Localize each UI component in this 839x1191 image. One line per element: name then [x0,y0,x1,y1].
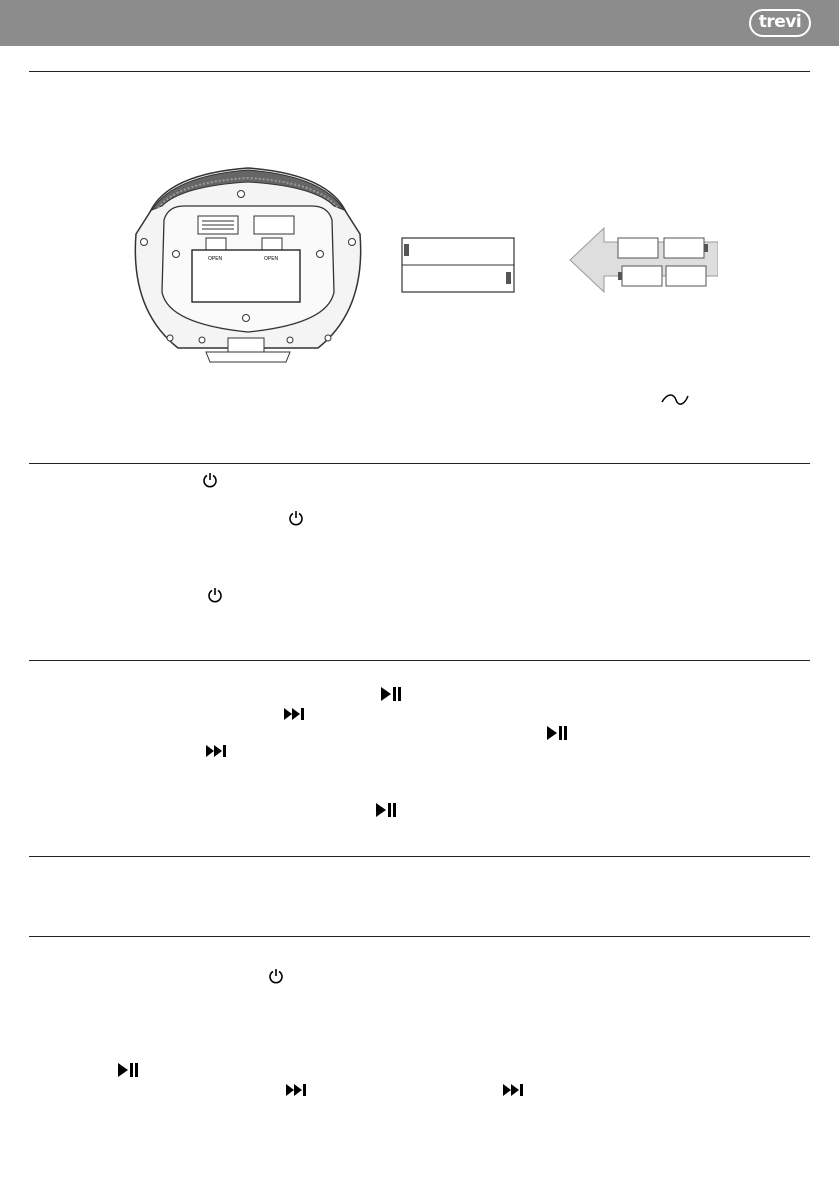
section-divider [29,660,810,661]
section-divider [29,856,810,857]
section-divider [29,936,810,937]
power-icon [288,510,304,526]
battery-insertion-arrow-illustration [568,224,718,294]
skip-next-icon [205,744,227,758]
play-pause-icon [117,1062,139,1078]
brand-logo: trevi [749,9,811,37]
power-icon [207,587,223,603]
play-pause-icon [375,802,397,818]
ac-tilde-icon [660,392,690,408]
skip-next-icon [285,1083,307,1097]
skip-next-icon [502,1083,524,1097]
power-icon [202,472,218,488]
open-label-left: OPEN [208,256,223,262]
open-label-right: OPEN [264,256,279,262]
device-back-panel-illustration [128,160,368,370]
section-divider [29,71,810,72]
header-bar [0,0,839,46]
battery-cover-illustration [400,236,516,296]
section-divider [29,463,810,464]
power-icon [268,968,284,984]
play-pause-icon [380,686,402,702]
skip-next-icon [283,707,305,721]
play-pause-icon [546,725,568,741]
